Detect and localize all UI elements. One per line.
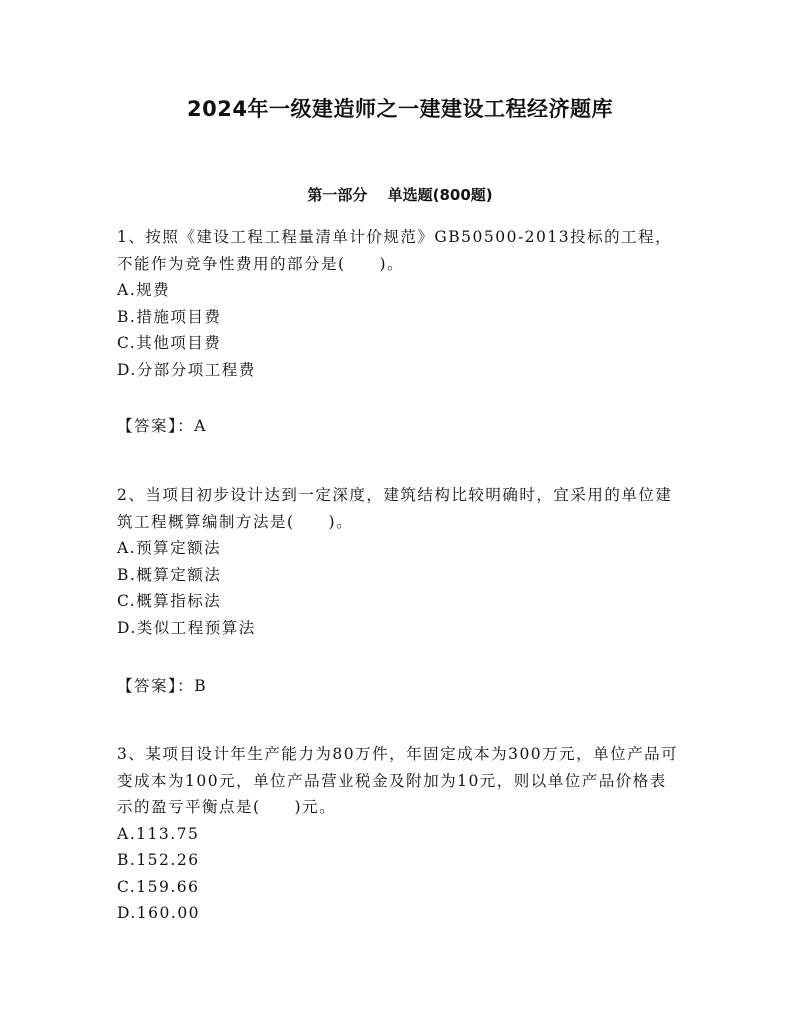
option-d: D.类似工程预算法: [117, 618, 256, 637]
section-heading: 第一部分 单选题(800题): [307, 186, 493, 204]
option-a: A.预算定额法: [117, 539, 222, 557]
option-b: B.措施项目费: [117, 307, 222, 326]
question-stem: 2、当项目初步设计达到一定深度，建筑结构比较明确时，宜采用的单位建筑工程概算编制方法是( )。: [117, 486, 673, 531]
question-stem: 3、某项目设计年生产能力为80万件，年固定成本为300万元，单位产品可变成本为100元，单位产品营业税金及附加为10元，则以单位产品价格表示的盈亏平衡点是( )元。: [117, 745, 679, 816]
answer-label: 【答案】：: [117, 417, 195, 435]
answer-1: [117, 413, 207, 439]
answer-value: B: [194, 677, 208, 695]
answer-value: A: [194, 417, 207, 435]
question-1: [117, 224, 683, 383]
answer-2: [117, 673, 207, 699]
option-a: A.规费: [117, 281, 171, 299]
answer-label: 【答案】：: [117, 677, 195, 695]
question-3: [117, 741, 683, 927]
option-c: C.概算指标法: [117, 592, 222, 610]
question-2: [117, 482, 683, 641]
option-d: D.分部分项工程费: [117, 360, 256, 379]
option-b: B.概算定额法: [117, 565, 222, 584]
option-a: A.113.75: [117, 824, 200, 843]
option-c: C.159.66: [117, 877, 200, 896]
question-stem: 1、按照《建设工程工程量清单计价规范》GB50500-2013投标的工程，不能作为竞争性费用的部分是( )。: [117, 228, 673, 273]
option-b: B.152.26: [117, 851, 200, 869]
option-c: C.其他项目费: [117, 334, 222, 352]
document-title: 2024年一级建造师之一建建设工程经济题库: [187, 97, 613, 121]
option-d: D.160.00: [117, 904, 201, 922]
